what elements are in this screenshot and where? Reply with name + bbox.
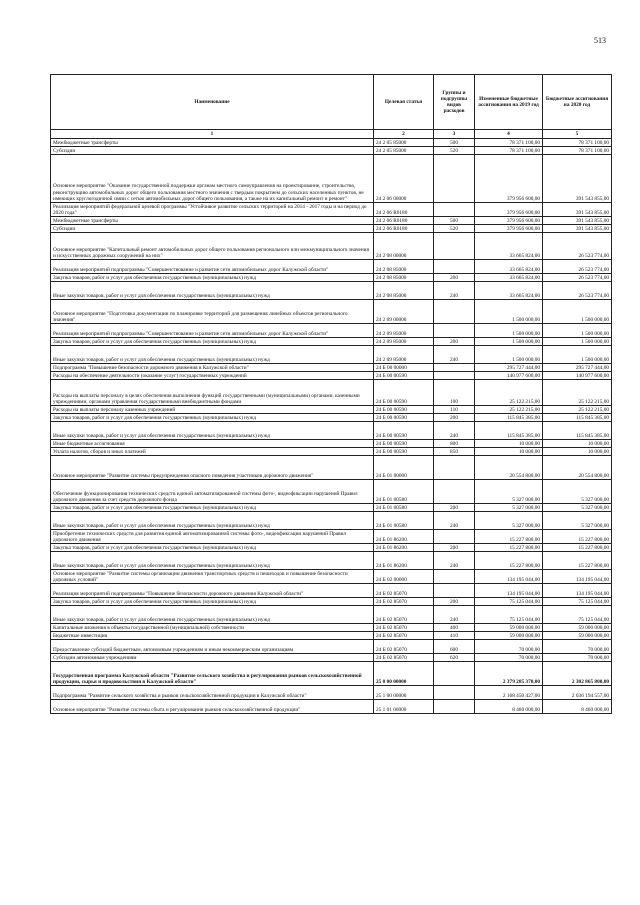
row-amount-2019-cell: 1 500 000,00 <box>475 338 543 346</box>
row-amount-2020-cell: 78 371 100,00 <box>543 139 612 147</box>
row-amount-2019-cell: 134 195 044,00 <box>475 570 543 584</box>
column-number: 2 <box>374 130 434 139</box>
row-amount-2019-cell: 33 665 824,00 <box>475 233 543 260</box>
row-name-cell: Подпрограмма "Повышение безопасности дорожного движения в Калужской области" <box>51 364 374 372</box>
row-name-cell: Государственная программа Калужской области "Развитие сельского хозяйства и регулирования рынков сельскохозяйственной продукции, сырья и продовольствия в Калужской области" <box>51 662 374 686</box>
row-code-cell: 25 1 01 00000 <box>374 700 434 714</box>
row-group-cell: 200 <box>434 544 475 552</box>
row-group-cell <box>434 456 475 480</box>
table-row <box>51 233 612 260</box>
row-group-cell: 200 <box>434 414 475 422</box>
row-name-cell: Уплата налогов, сборов и иных платежей <box>51 448 374 456</box>
table-row <box>51 654 612 662</box>
row-code-cell: 24 2 09 85000 <box>374 324 434 338</box>
header-group: Группы и подгруппы видов расходов <box>434 75 475 130</box>
row-name-cell: Иные бюджетные ассигнования <box>51 440 374 448</box>
row-amount-2020-cell: 5 327 000,00 <box>543 504 612 512</box>
row-amount-2020-cell: 8 460 000,00 <box>543 700 612 714</box>
table-row <box>51 504 612 512</box>
table-row <box>51 640 612 654</box>
row-group-cell: 500 <box>434 139 475 147</box>
row-code-cell: 24 Б 02 85070 <box>374 598 434 606</box>
row-name-cell: Иные закупки товаров, работ и услуг для обеспечения государственных (муниципальных) нужд <box>51 346 374 364</box>
row-name-cell: Реализация мероприятий подпрограммы "Повышение безопасности дорожного движения Калужской области" <box>51 584 374 598</box>
table-row <box>51 338 612 346</box>
row-code-cell: 24 2 09 85000 <box>374 338 434 346</box>
row-amount-2020-cell: 391 543 855,00 <box>543 217 612 225</box>
row-group-cell <box>434 662 475 686</box>
row-amount-2020-cell: 134 195 044,00 <box>543 570 612 584</box>
row-amount-2020-cell: 2 302 865 800,00 <box>543 662 612 686</box>
row-amount-2019-cell: 8 460 000,00 <box>475 700 543 714</box>
row-code-cell: 24 Б 00 00590 <box>374 414 434 422</box>
row-code-cell: 24 2 09 85000 <box>374 346 434 364</box>
table-row <box>51 260 612 274</box>
row-code-cell: 25 1 00 00000 <box>374 686 434 700</box>
row-name-cell: Расходы на выплаты персоналу казенных учреждений <box>51 406 374 414</box>
row-group-cell: 240 <box>434 552 475 570</box>
row-amount-2020-cell: 26 523 774,00 <box>543 274 612 282</box>
row-code-cell: 24 Б 01 00580 <box>374 512 434 530</box>
row-group-cell <box>434 700 475 714</box>
table-row <box>51 155 612 203</box>
row-amount-2020-cell: 26 523 774,00 <box>543 260 612 274</box>
table-row <box>51 480 612 504</box>
table-row <box>51 686 612 700</box>
row-code-cell: 24 Б 01 86200 <box>374 552 434 570</box>
row-code-cell: 24 2 08 85000 <box>374 274 434 282</box>
row-name-cell: Закупка товаров, работ и услуг для обеспечения государственных (муниципальных) нужд <box>51 414 374 422</box>
row-amount-2020-cell: 391 543 855,00 <box>543 155 612 203</box>
row-code-cell: 24 Б 01 86200 <box>374 530 434 544</box>
row-amount-2019-cell: 70 000,00 <box>475 640 543 654</box>
row-amount-2019-cell: 1 500 000,00 <box>475 300 543 324</box>
row-name-cell: Расходы на обеспечение деятельности (оказание услуг) государственных учреждений <box>51 372 374 380</box>
row-code-cell: 24 Б 01 86200 <box>374 544 434 552</box>
row-group-cell <box>434 530 475 544</box>
row-amount-2020-cell: 5 327 000,00 <box>543 512 612 530</box>
row-group-cell <box>434 203 475 217</box>
row-group-cell <box>434 480 475 504</box>
row-amount-2019-cell: 379 956 600,00 <box>475 203 543 217</box>
row-amount-2020-cell: 15 227 800,00 <box>543 544 612 552</box>
column-number: 5 <box>543 130 612 139</box>
table-row <box>51 448 612 456</box>
row-group-cell: 850 <box>434 448 475 456</box>
row-amount-2019-cell: 15 227 800,00 <box>475 552 543 570</box>
table-row <box>51 282 612 300</box>
row-name-cell: Расходы на выплаты персоналу в целях обеспечения выполнения функций государственными (муниципальными) органами, казенными учреждениями, органами управления государственными внебюджетными фондами <box>51 380 374 406</box>
row-code-cell: 24 2 08 85000 <box>374 260 434 274</box>
row-amount-2020-cell: 75 125 044,00 <box>543 606 612 624</box>
row-code-cell: 24 2 06 00000 <box>374 155 434 203</box>
table-row <box>51 414 612 422</box>
row-name-cell: Основное мероприятие "Развитие системы сбыта и регулирования рынков сельскохозяйственной продукции" <box>51 700 374 714</box>
row-amount-2020-cell: 70 000,00 <box>543 654 612 662</box>
table-row <box>51 456 612 480</box>
header-code: Целевая статья <box>374 75 434 130</box>
row-amount-2019-cell: 15 227 800,00 <box>475 530 543 544</box>
row-amount-2020-cell: 20 554 800,00 <box>543 456 612 480</box>
row-name-cell: Закупка товаров, работ и услуг для обеспечения государственных (муниципальных) нужд <box>51 544 374 552</box>
row-amount-2019-cell: 295 727 444,00 <box>475 364 543 372</box>
row-amount-2019-cell: 59 000 000,00 <box>475 632 543 640</box>
row-code-cell: 24 2 08 00000 <box>374 233 434 260</box>
row-name-cell: Основное мероприятие "Развитие системы организации движения транспортных средств и пешеходов и повышение безопасности дорожных условий" <box>51 570 374 584</box>
row-amount-2019-cell: 33 665 824,00 <box>475 260 543 274</box>
row-name-cell: Предоставление субсидий бюджетным, автономным учреждениям и иным некоммерческим организациям <box>51 640 374 654</box>
row-name-cell: Закупка товаров, работ и услуг для обеспечения государственных (муниципальных) нужд <box>51 504 374 512</box>
row-name-cell: Иные закупки товаров, работ и услуг для обеспечения государственных (муниципальных) нужд <box>51 552 374 570</box>
row-amount-2020-cell: 15 227 800,00 <box>543 530 612 544</box>
table-row <box>51 606 612 624</box>
row-amount-2019-cell: 2 168 450 427,00 <box>475 686 543 700</box>
table-row <box>51 570 612 584</box>
row-name-cell: Обеспечение функционирования технических средств единой автоматизированной системы фото-, видеофиксации нарушений Правил дорожного движения за счет средств дорожного фонда <box>51 480 374 504</box>
row-group-cell: 520 <box>434 147 475 155</box>
row-name-cell: Субсидии <box>51 225 374 233</box>
row-amount-2019-cell: 5 327 000,00 <box>475 512 543 530</box>
row-amount-2020-cell: 59 000 000,00 <box>543 632 612 640</box>
table-row <box>51 440 612 448</box>
row-group-cell: 240 <box>434 282 475 300</box>
column-number: 3 <box>434 130 475 139</box>
row-amount-2020-cell: 1 500 000,00 <box>543 346 612 364</box>
row-amount-2019-cell: 1 500 000,00 <box>475 346 543 364</box>
row-code-cell: 24 Б 00 00000 <box>374 364 434 372</box>
header-amount-2020: Бюджетные ассигнования на 2020 год <box>543 75 612 130</box>
row-group-cell: 410 <box>434 632 475 640</box>
row-name-cell: Субсидии <box>51 147 374 155</box>
row-amount-2020-cell: 391 543 855,00 <box>543 203 612 217</box>
row-group-cell: 800 <box>434 440 475 448</box>
row-code-cell: 24 Б 02 85070 <box>374 632 434 640</box>
table-row <box>51 584 612 598</box>
row-group-cell <box>434 324 475 338</box>
row-group-cell <box>434 372 475 380</box>
row-amount-2020-cell: 26 523 774,00 <box>543 282 612 300</box>
row-amount-2019-cell: 15 227 800,00 <box>475 544 543 552</box>
table-row <box>51 364 612 372</box>
row-amount-2019-cell: 25 122 215,00 <box>475 406 543 414</box>
row-name-cell: Основное мероприятие "Развитие системы предупреждения опасного поведения участников дорожного движения" <box>51 456 374 480</box>
row-name-cell: Закупка товаров, работ и услуг для обеспечения государственных (муниципальных) нужд <box>51 274 374 282</box>
row-code-cell: 24 Б 00 00590 <box>374 440 434 448</box>
table-row <box>51 422 612 440</box>
table-row <box>51 203 612 217</box>
row-amount-2020-cell: 10 000,00 <box>543 440 612 448</box>
row-name-cell: Иные закупки товаров, работ и услуг для обеспечения государственных (муниципальных) нужд <box>51 512 374 530</box>
table-row <box>51 530 612 544</box>
row-group-cell: 500 <box>434 217 475 225</box>
row-amount-2019-cell: 78 371 100,00 <box>475 147 543 155</box>
row-name-cell: Капитальные вложения в объекты государственной (муниципальной) собственности <box>51 624 374 632</box>
row-amount-2019-cell: 5 327 000,00 <box>475 480 543 504</box>
row-name-cell: Межбюджетные трансферты <box>51 217 374 225</box>
table-row <box>51 346 612 364</box>
row-code-cell: 24 2 08 85000 <box>374 282 434 300</box>
row-amount-2020-cell: 75 125 044,00 <box>543 598 612 606</box>
row-code-cell: 24 2 06 R0180 <box>374 225 434 233</box>
row-name-cell: Бюджетные инвестиции <box>51 632 374 640</box>
row-name-cell: Иные закупки товаров, работ и услуг для обеспечения государственных (муниципальных) нужд <box>51 282 374 300</box>
table-row <box>51 544 612 552</box>
row-name-cell: Основное мероприятие "Капитальный ремонт автомобильных дорог общего пользования регионального или межмуниципального значения и искусственных дорожных сооружений на них" <box>51 233 374 260</box>
row-amount-2020-cell: 134 195 044,00 <box>543 584 612 598</box>
header-name: Наименование <box>51 75 374 130</box>
row-amount-2020-cell: 295 727 444,00 <box>543 364 612 372</box>
row-amount-2020-cell: 1 500 000,00 <box>543 338 612 346</box>
row-amount-2019-cell: 59 000 000,00 <box>475 624 543 632</box>
row-amount-2020-cell: 2 036 194 557,00 <box>543 686 612 700</box>
row-code-cell: 24 Б 00 00590 <box>374 380 434 406</box>
row-group-cell: 240 <box>434 422 475 440</box>
row-code-cell: 24 2 06 R0180 <box>374 217 434 225</box>
row-code-cell: 24 Б 02 85070 <box>374 640 434 654</box>
row-group-cell: 240 <box>434 346 475 364</box>
row-amount-2020-cell: 59 000 000,00 <box>543 624 612 632</box>
row-name-cell: Закупка товаров, работ и услуг для обеспечения государственных (муниципальных) нужд <box>51 338 374 346</box>
column-number: 1 <box>51 130 374 139</box>
table-row <box>51 324 612 338</box>
row-amount-2019-cell: 20 554 800,00 <box>475 456 543 480</box>
row-group-cell <box>434 260 475 274</box>
row-name-cell: Субсидии автономным учреждениям <box>51 654 374 662</box>
row-code-cell: 24 2 05 85000 <box>374 139 434 147</box>
row-name-cell: Реализация мероприятий подпрограммы "Совершенствование и развитие сети автомобильных дорог Калужской области" <box>51 324 374 338</box>
row-amount-2019-cell: 78 371 100,00 <box>475 139 543 147</box>
row-amount-2019-cell: 75 125 044,00 <box>475 606 543 624</box>
row-group-cell: 200 <box>434 598 475 606</box>
row-amount-2019-cell: 10 000,00 <box>475 440 543 448</box>
row-amount-2020-cell: 1 500 000,00 <box>543 300 612 324</box>
row-amount-2019-cell: 2 379 285 370,00 <box>475 662 543 686</box>
row-name-cell: Приобретение технических средств для развития единой автоматизированной системы фото-, видеофиксации нарушений Правил дорожного движения <box>51 530 374 544</box>
row-amount-2020-cell: 15 227 800,00 <box>543 552 612 570</box>
row-code-cell: 24 Б 00 00590 <box>374 372 434 380</box>
row-amount-2020-cell: 140 977 600,00 <box>543 372 612 380</box>
row-code-cell: 24 Б 02 85070 <box>374 624 434 632</box>
row-name-cell: Межбюджетные трансферты <box>51 139 374 147</box>
table-body <box>51 139 612 714</box>
row-code-cell: 24 Б 01 00000 <box>374 456 434 480</box>
row-name-cell: Иные закупки товаров, работ и услуг для обеспечения государственных (муниципальных) нужд <box>51 606 374 624</box>
budget-table <box>50 74 612 714</box>
table-row <box>51 225 612 233</box>
row-code-cell: 24 Б 01 00580 <box>374 480 434 504</box>
row-code-cell: 24 Б 02 00000 <box>374 570 434 584</box>
row-group-cell: 100 <box>434 380 475 406</box>
row-amount-2019-cell: 33 665 824,00 <box>475 274 543 282</box>
column-number: 4 <box>475 130 543 139</box>
table-row <box>51 662 612 686</box>
row-group-cell: 240 <box>434 512 475 530</box>
row-group-cell <box>434 233 475 260</box>
row-code-cell: 24 Б 02 85070 <box>374 584 434 598</box>
table-row <box>51 552 612 570</box>
row-amount-2020-cell: 25 122 215,00 <box>543 380 612 406</box>
row-amount-2020-cell: 78 371 100,00 <box>543 147 612 155</box>
row-group-cell <box>434 686 475 700</box>
table-row <box>51 632 612 640</box>
table-row <box>51 147 612 155</box>
header-amount-2019: Измененные бюджетные ассигнования на 2019 год <box>475 75 543 130</box>
row-group-cell: 200 <box>434 274 475 282</box>
row-group-cell: 200 <box>434 338 475 346</box>
row-amount-2019-cell: 25 122 215,00 <box>475 380 543 406</box>
column-number-row <box>51 130 612 139</box>
row-group-cell <box>434 364 475 372</box>
row-code-cell: 25 0 00 00000 <box>374 662 434 686</box>
row-group-cell: 200 <box>434 504 475 512</box>
row-code-cell: 24 2 09 00000 <box>374 300 434 324</box>
row-group-cell <box>434 584 475 598</box>
row-amount-2020-cell: 1 500 000,00 <box>543 324 612 338</box>
row-group-cell: 600 <box>434 640 475 654</box>
row-name-cell: Закупка товаров, работ и услуг для обеспечения государственных (муниципальных) нужд <box>51 598 374 606</box>
row-amount-2020-cell: 70 000,00 <box>543 640 612 654</box>
row-amount-2019-cell: 379 956 600,00 <box>475 217 543 225</box>
row-name-cell: Реализация мероприятий федеральной целевой программы "Устойчивое развитие сельских территорий на 2014 - 2017 годы и на период до 2020 года" <box>51 203 374 217</box>
row-name-cell: Основное мероприятие "Подготовка документации по планировке территорий для размещения линейных объектов регионального значения" <box>51 300 374 324</box>
row-amount-2019-cell: 379 956 600,00 <box>475 155 543 203</box>
row-code-cell: 24 Б 00 00590 <box>374 406 434 414</box>
row-amount-2020-cell: 391 543 855,00 <box>543 225 612 233</box>
row-group-cell: 520 <box>434 225 475 233</box>
row-amount-2019-cell: 379 956 600,00 <box>475 225 543 233</box>
row-amount-2019-cell: 140 977 600,00 <box>475 372 543 380</box>
row-code-cell: 24 2 06 R0180 <box>374 203 434 217</box>
table-row <box>51 217 612 225</box>
row-amount-2019-cell: 5 327 000,00 <box>475 504 543 512</box>
row-amount-2020-cell: 5 327 000,00 <box>543 480 612 504</box>
row-amount-2019-cell: 1 500 000,00 <box>475 324 543 338</box>
row-group-cell: 620 <box>434 654 475 662</box>
table-row <box>51 406 612 414</box>
row-name-cell: Иные закупки товаров, работ и услуг для обеспечения государственных (муниципальных) нужд <box>51 422 374 440</box>
table-row <box>51 512 612 530</box>
row-amount-2020-cell: 115 845 385,00 <box>543 414 612 422</box>
row-code-cell: 24 Б 00 00590 <box>374 422 434 440</box>
row-amount-2020-cell: 10 000,00 <box>543 448 612 456</box>
row-amount-2019-cell: 115 845 385,00 <box>475 414 543 422</box>
row-amount-2020-cell: 26 523 774,00 <box>543 233 612 260</box>
row-group-cell <box>434 155 475 203</box>
table-row <box>51 380 612 406</box>
row-amount-2019-cell: 75 125 044,00 <box>475 598 543 606</box>
table-row <box>51 372 612 380</box>
row-amount-2019-cell: 70 000,00 <box>475 654 543 662</box>
table-row <box>51 624 612 632</box>
table-row <box>51 274 612 282</box>
row-group-cell: 400 <box>434 624 475 632</box>
row-amount-2019-cell: 134 195 044,00 <box>475 584 543 598</box>
row-amount-2020-cell: 25 122 215,00 <box>543 406 612 414</box>
row-amount-2019-cell: 33 665 824,00 <box>475 282 543 300</box>
row-group-cell <box>434 570 475 584</box>
row-amount-2019-cell: 10 000,00 <box>475 448 543 456</box>
row-code-cell: 24 Б 02 85070 <box>374 654 434 662</box>
row-code-cell: 24 Б 01 00580 <box>374 504 434 512</box>
page-number: 513 <box>594 36 606 45</box>
row-amount-2020-cell: 115 845 385,00 <box>543 422 612 440</box>
row-group-cell <box>434 300 475 324</box>
row-name-cell: Основное мероприятие "Оказание государственной поддержки органам местного самоуправления на проектирование, строительство, реконструкцию автомобильных дорог общего пользования местного значения с твердым покрытием до сельских населенных пунктов, не имеющих круглогодичной связи с сетью автомобильных дорог общего пользования, а также на их капитальный ремонт и ремонт" <box>51 155 374 203</box>
row-name-cell: Подпрограмма "Развитие сельского хозяйства и рынков сельскохозяйственной продукции в Калужской области" <box>51 686 374 700</box>
table-row <box>51 598 612 606</box>
header-row <box>51 75 612 130</box>
row-code-cell: 24 2 05 85000 <box>374 147 434 155</box>
row-code-cell: 24 Б 02 85070 <box>374 606 434 624</box>
table-row <box>51 300 612 324</box>
row-group-cell: 240 <box>434 606 475 624</box>
row-code-cell: 24 Б 00 00590 <box>374 448 434 456</box>
row-group-cell: 110 <box>434 406 475 414</box>
table-row <box>51 700 612 714</box>
table-row <box>51 139 612 147</box>
row-name-cell: Реализация мероприятий подпрограммы "Совершенствование и развитие сети автомобильных дорог Калужской области" <box>51 260 374 274</box>
row-amount-2019-cell: 115 845 385,00 <box>475 422 543 440</box>
